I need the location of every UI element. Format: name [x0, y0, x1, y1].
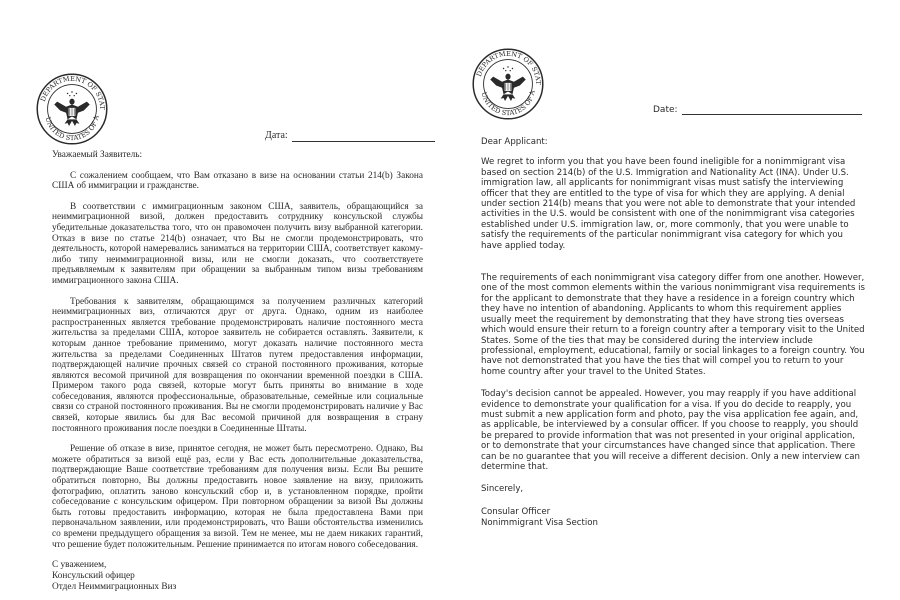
paragraph: We regret to inform you that you have been found ineligible for a nonimmigrant visa based on section 214(b) of the U.S. Immigration and Nationality Act (INA). Under U.S. immigration law, all applicants for nonimmigrant visas must satisfy the interviewing officer that they are entitled to the type of visa for which they are applying. A denial under section 214(b) means that you were not able to demonstrate that your intended activities in the U.S. would be consistent with one of the nonimmigrant visa categories established under U.S. immigration law, or, more commonly, that you were unable to satisfy the requirements of the particular nonimmigrant visa category for which you have applied today. — [481, 157, 856, 251]
letter-body — [481, 137, 866, 528]
paragraph: В соответствии с иммиграционным законом США, заявитель, обращающийся за неиммиграционной визой, должен предоставить сотруднику консульской службы убедительные доказательства того, что он правомочен получить визу выбранной категории. Отказ в визе по статье 214(b) означает, что Вы не смогли продемонстрировать, что деятельность, которой намеревались заниматься на территории США, соответствует какому-либо типу неиммиграционной визы, или не смогли доказать, что соответствуете предъявляемым к заявителям при обращении за выбранным типом визы требованиям иммиграционного закона США. — [52, 201, 423, 286]
date-blank-line — [682, 104, 862, 115]
greeting: Уважаемый Заявитель: — [52, 150, 143, 160]
date-label: Дата: — [265, 130, 288, 142]
closing-signer: Консульский офицер — [52, 571, 135, 582]
closing-salutation: Sincerely, — [481, 484, 524, 495]
department-of-state-seal-icon — [35, 72, 109, 146]
closing-salutation: С уважением, — [52, 560, 107, 571]
english-letter — [450, 0, 900, 600]
closing-signer: Consular Officer — [481, 506, 551, 517]
date-label: Date: — [653, 104, 678, 115]
paragraph: Today's decision cannot be appealed. However, you may reapply if you have additional evidence to demonstrate your qualification for a visa. If you do decide to reapply, you must submit a new application form and photo, pay the visa application fee again, and, as applicable, be interviewed by a consular officer. If you choose to reapply, you should be prepared to provide information that was not presented in your original application, or to demonstrate that your circumstances have changed since that application. There can be no guarantee that you will receive a different decision. Only a new interview can determine that. — [481, 389, 860, 472]
date-field — [265, 131, 435, 142]
paragraph: Решение об отказе в визе, принятое сегодня, не может быть пересмотрено. Однако, Вы можете обратиться за визой ещё раз, если у Вас есть дополнительные доказательства, подтверждающие Ваше соответствие требованиям для получения визы. Если Вы решите обратиться повторно, Вы должны предоставить новое заявление на визу, приложить фотографию, оплатить заново консульский сбор и, в установленном порядке, пройти собеседование с консульским офицером. При повторном обращении за визой Вы должны быть готовы предоставить информацию, которая не была предоставлена Вами при первоначальном заявлении, или продемонстрировать, что Ваши обстоятельства изменились со времени предыдущего обращения за визой. Тем не менее, мы не даем никаких гарантий, что решение будет положительным. Решение принимается по итогам нового собеседования. — [52, 444, 423, 550]
greeting: Dear Applicant: — [481, 137, 548, 147]
date-blank-line — [292, 131, 435, 142]
date-field — [653, 104, 862, 115]
paragraph: The requirements of each nonimmigrant visa category differ from one another. However, one of the most common elements within the various nonimmigrant visa requirements is for the applicant to demonstrate that they have a residence in a foreign country which they have no intention of abandoning. Applicants to whom this requirement applies usually meet the requirement by demonstrating that they have strong ties overseas which would ensure their return to a foreign country after a temporary visit to the United States. Some of the ties that may be considered during the interview include professional, employment, educational, family or social linkages to a foreign country. You have not demonstrated that you have the ties that will compel you to return to your home country after your travel to the United States. — [481, 273, 865, 377]
department-of-state-seal-icon — [471, 47, 545, 121]
paragraph: Требования к заявителям, обращающимся за получением различных категорий неиммиграционных виз, отличаются друг от друга. Однако, одним из наиболее распространенных является требование продемонстрировать наличие постоянного места жительства за пределами США, которое заявитель не собирается оставлять. Заявители, к которым данное требование применимо, могут доказать наличие постоянного места жительства за пределами Соединенных Штатов путем предоставления информации, подтверждающей наличие прочных связей со страной постоянного проживания, которые являются весомой причиной для возвращения по окончании временной поездки в США. Примером такого рода связей, которые могут быть приняты во внимание в ходе собеседования, являются профессиональные, образовательные, семейные или социальные связи со страной постоянного проживания. Вы не смогли продемонстрировать наличие у Вас связей, которые явились бы для Вас весомой причиной для возвращения в страну постоянного проживания после поездки в Соединенные Штаты. — [52, 296, 423, 434]
paragraph: С сожалением сообщаем, что Вам отказано в визе на основании статьи 214(b) Закона США об иммиграции и гражданстве. — [52, 170, 423, 192]
closing-block — [481, 484, 866, 528]
closing-block — [52, 560, 423, 593]
closing-section: Отдел Неиммиграционных Виз — [52, 582, 177, 593]
letter-body — [52, 150, 423, 593]
closing-section: Nonimmigrant Visa Section — [481, 517, 598, 528]
